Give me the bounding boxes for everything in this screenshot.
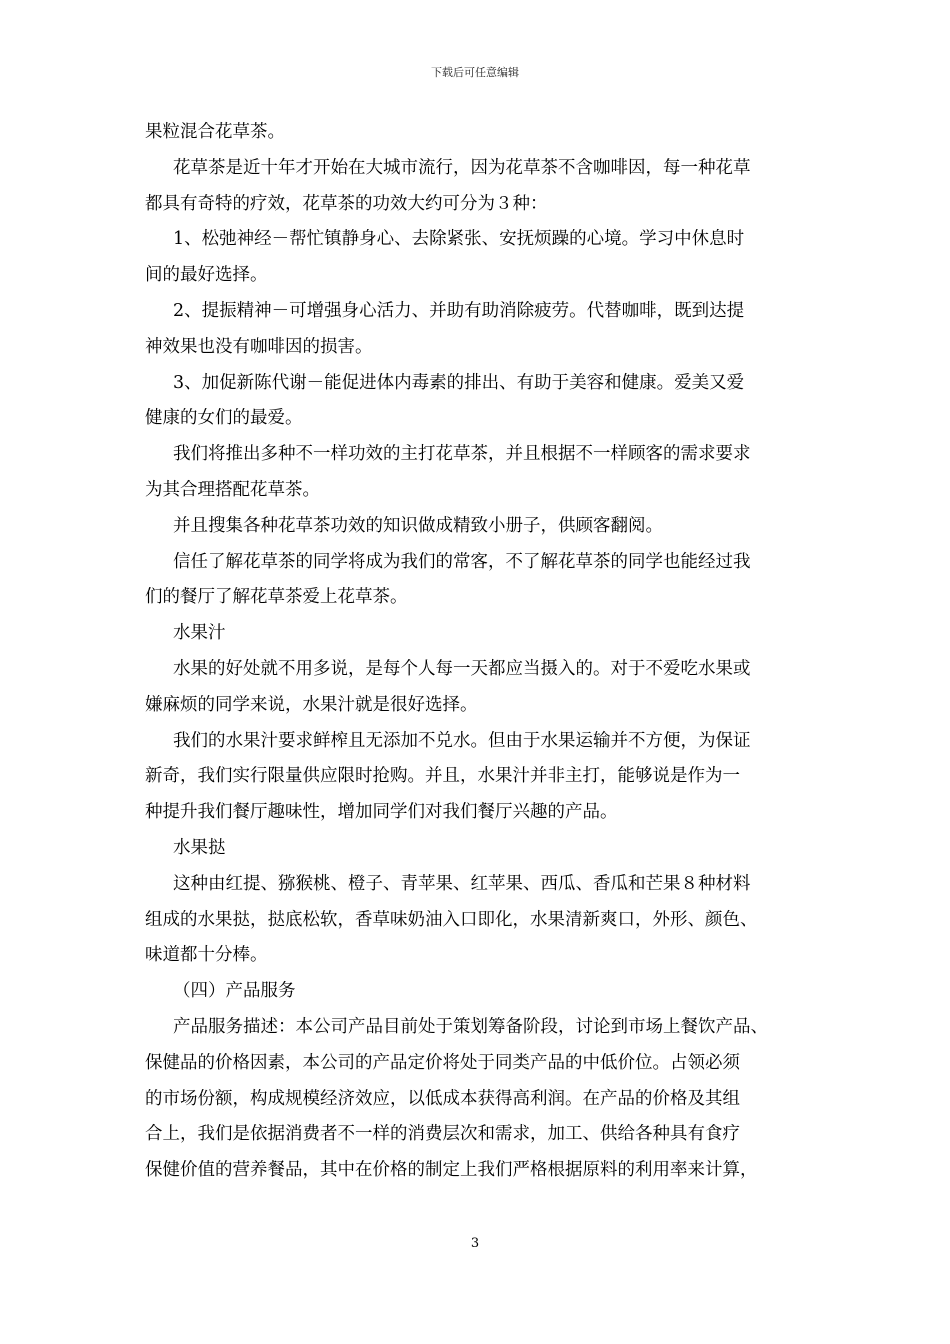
text-line: 种提升我们餐厅趣味性，增加同学们对我们餐厅兴趣的产品。 [145,802,618,823]
text-line: 组成的水果挞，挞底松软，香草味奶油入口即化，水果清新爽口，外形、颜色、 [145,909,758,930]
section-heading-product-service: （四）产品服务 [173,981,296,1002]
text-line: 保健价值的营养餐品，其中在价格的制定上我们严格根据原料的利用率来计算， [145,1160,758,1181]
document-body [145,115,825,1189]
page-header: 下载后可任意编辑 [431,66,519,79]
text-line: 合上，我们是依据消费者不一样的消费层次和需求，加工、供给各种具有食疗 [145,1124,740,1145]
text-line: 我们将推出多种不一样功效的主打花草茶，并且根据不一样顾客的需求要求 [173,444,751,465]
text-line: 嫌麻烦的同学来说，水果汁就是很好选择。 [145,694,478,715]
text-line: 味道都十分棒。 [145,945,268,966]
text-line: 花草茶是近十年才开始在大城市流行，因为花草茶不含咖啡因，每一种花草 [173,157,751,178]
text-line: 产品服务描述：本公司产品目前处于策划筹备阶段，讨论到市场上餐饮产品、 [173,1016,768,1037]
text-line: 这种由红提、猕猴桃、橙子、青苹果、红苹果、西瓜、香瓜和芒果８种材料 [173,873,751,894]
text-line: 1、松弛神经－帮忙镇静身心、去除紧张、安抚烦躁的心境。学习中休息时 [173,229,745,250]
text-line: 信任了解花草茶的同学将成为我们的常客，不了解花草茶的同学也能经过我 [173,551,751,572]
text-line: 间的最好选择。 [145,265,268,286]
section-heading-tart: 水果挞 [173,837,226,858]
text-line: 3、加促新陈代谢－能促进体内毒素的排出、有助于美容和健康。爱美又爱 [173,372,745,393]
text-line: 水果的好处就不用多说，是每个人每一天都应当摄入的。对于不爱吃水果或 [173,658,751,679]
text-line: 都具有奇特的疗效，花草茶的功效大约可分为３种： [145,193,548,214]
text-line: 2、提振精神－可增强身心活力、并助有助消除疲劳。代替咖啡，既到达提 [173,300,745,321]
text-line: 健康的女们的最爱。 [145,408,303,429]
text-line: 新奇，我们实行限量供应限时抢购。并且，水果汁并非主打，能够说是作为一 [145,766,740,787]
text-line: 为其合理搭配花草茶。 [145,479,320,500]
text-line: 我们的水果汁要求鲜榨且无添加不兑水。但由于水果运输并不方便，为保证 [173,730,751,751]
section-heading-juice: 水果汁 [173,623,226,644]
text-line: 保健品的价格因素，本公司的产品定价将处于同类产品的中低价位。占领必须 [145,1052,740,1073]
text-line: 的市场份额，构成规模经济效应，以低成本获得高利润。在产品的价格及其组 [145,1088,740,1109]
text-line: 果粒混合花草茶。 [145,122,285,142]
text-line: 们的餐厅了解花草茶爱上花草茶。 [145,587,408,608]
text-line: 神效果也没有咖啡因的损害。 [145,336,373,357]
page-number: 3 [470,1236,480,1251]
text-line: 并且搜集各种花草茶功效的知识做成精致小册子，供顾客翻阅。 [173,515,663,536]
